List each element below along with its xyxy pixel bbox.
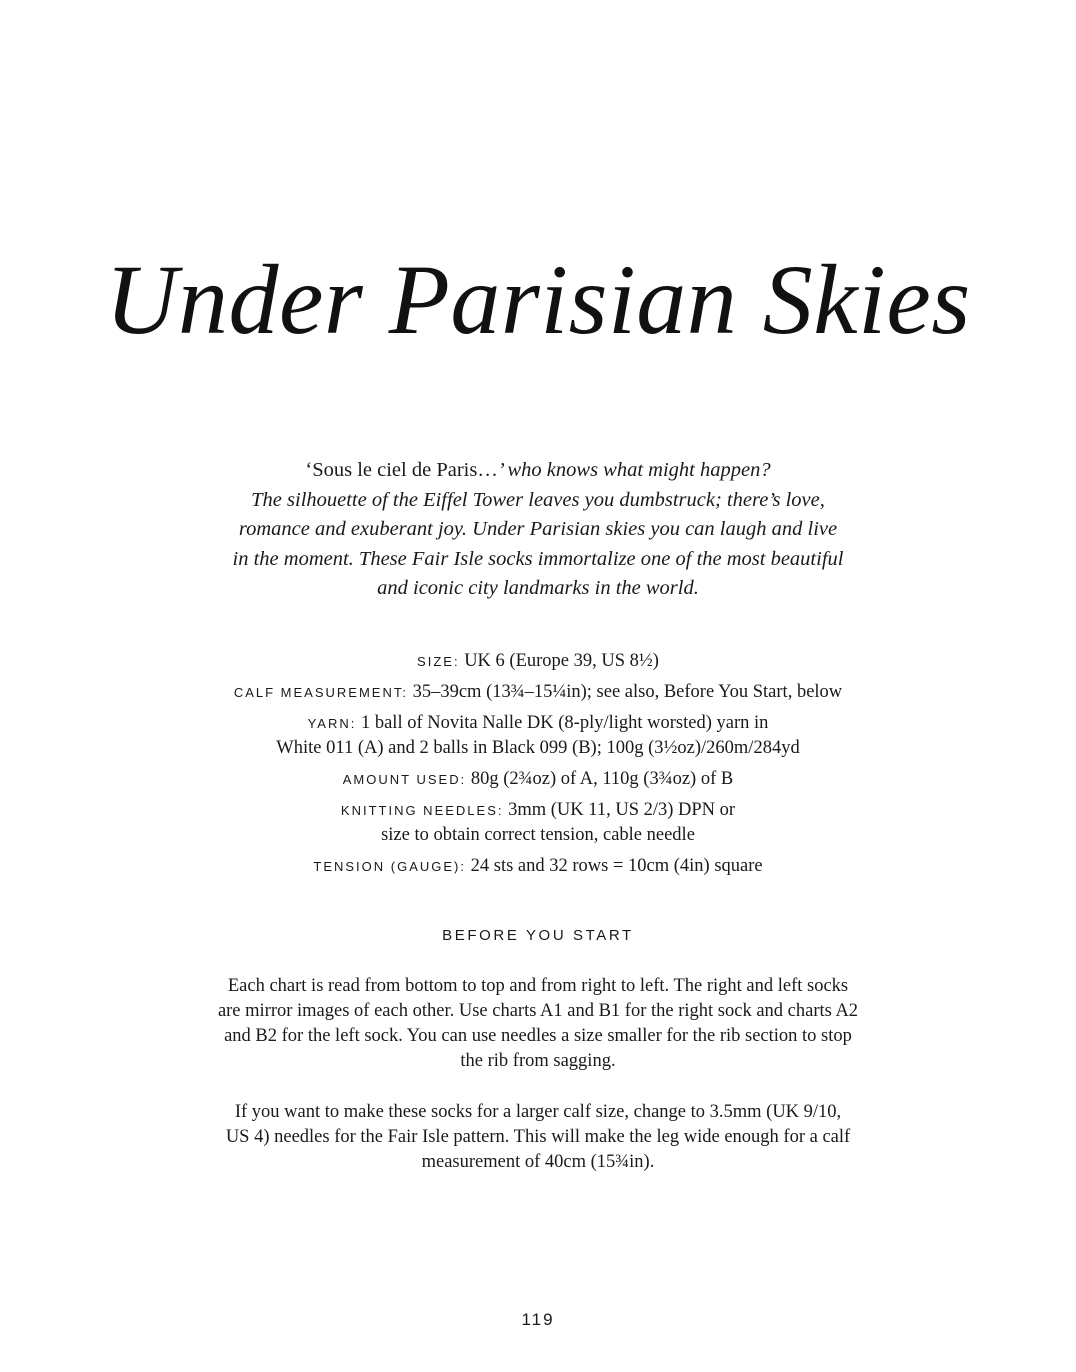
spec-value: UK 6 (Europe 39, US 8½): [464, 651, 659, 671]
spec-yarn: [100, 711, 976, 761]
spec-calf-measurement: [100, 680, 976, 705]
spec-value: White 011 (A) and 2 balls in Black 099 (B); 100g (3½oz)/260m/284yd: [276, 738, 800, 758]
spec-knitting-needles: [100, 798, 976, 848]
intro-line: in the moment. These Fair Isle socks immortalize one of the most beautiful: [232, 547, 844, 570]
intro-line: romance and exuberant joy. Under Parisian skies you can laugh and live: [238, 518, 838, 541]
intro-line: [140, 456, 936, 486]
spec-value: 24 sts and 32 rows = 10cm (4in) square: [470, 856, 763, 876]
spec-value: size to obtain correct tension, cable needle: [381, 825, 695, 845]
spec-line: [100, 798, 976, 823]
body-paragraph: [160, 1100, 916, 1175]
spec-label: KNITTING NEEDLES:: [340, 803, 504, 818]
spec-value: 35–39cm (13¾–15¼in); see also, Before You Start, below: [412, 682, 843, 702]
paragraph-line: are mirror images of each other. Use charts A1 and B1 for the right sock and charts A2: [217, 1001, 859, 1021]
spec-line: [100, 711, 976, 736]
spec-label: AMOUNT USED:: [342, 772, 467, 787]
spec-line: [100, 680, 976, 705]
paragraph-line: and B2 for the left sock. You can use needles a size smaller for the rib section to stop: [224, 1026, 852, 1046]
paragraph-line: If you want to make these socks for a larger calf size, change to 3.5mm (UK 9/10,: [234, 1102, 842, 1122]
paragraph-line: measurement of 40cm (15¾in).: [421, 1152, 655, 1172]
spec-label: TENSION (GAUGE):: [313, 859, 466, 874]
intro-quote: ‘Sous le ciel de Paris…: [305, 459, 498, 481]
intro-paragraph: [140, 456, 936, 604]
spec-amount-used: [100, 767, 976, 792]
intro-line: and iconic city landmarks in the world.: [377, 577, 699, 600]
intro-line-text: ’ who knows what might happen?: [497, 459, 771, 481]
spec-label: SIZE:: [417, 654, 460, 669]
spec-value: 3mm (UK 11, US 2/3) DPN or: [508, 800, 736, 820]
spec-label: YARN:: [307, 716, 357, 731]
paragraph-line: US 4) needles for the Fair Isle pattern. This will make the leg wide enough for a calf: [225, 1127, 851, 1147]
intro-line: The silhouette of the Eiffel Tower leaves you dumbstruck; there’s love,: [251, 488, 825, 511]
spec-line: [100, 767, 976, 792]
spec-label: CALF MEASUREMENT:: [233, 685, 408, 700]
spec-tension: [100, 854, 976, 879]
page-number: 119: [521, 1310, 555, 1329]
paragraph-line: the rib from sagging.: [460, 1051, 616, 1071]
spec-value: 1 ball of Novita Nalle DK (8-ply/light worsted) yarn in: [360, 713, 769, 733]
spec-size: [100, 649, 976, 674]
spec-line: [100, 854, 976, 879]
pattern-specs: [100, 649, 976, 885]
page-title: Under Parisian Skies: [105, 244, 971, 355]
paragraph-line: Each chart is read from bottom to top and from right to left. The right and left socks: [227, 976, 849, 996]
section-heading: BEFORE YOU START: [442, 927, 634, 944]
spec-value: 80g (2¾oz) of A, 110g (3¾oz) of B: [470, 769, 734, 789]
spec-line: [100, 649, 976, 674]
body-paragraph: [160, 974, 916, 1074]
